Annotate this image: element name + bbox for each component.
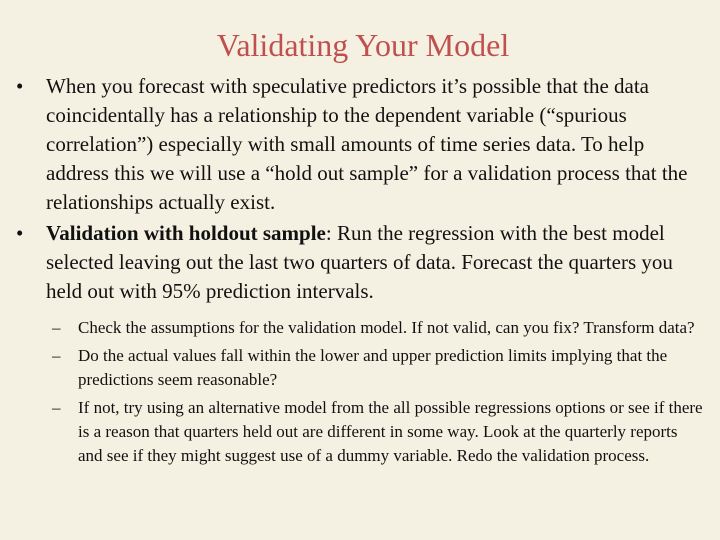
slide-title: Validating Your Model [216, 27, 510, 63]
subbullet-text: Check the assumptions for the validation model. If not valid, can you fix? Transform data? [78, 318, 695, 337]
bullet-bold-text: Validation with holdout sample [46, 221, 326, 245]
subbullet-item-check-assumptions [46, 316, 704, 340]
subbullet-item-prediction-limits [46, 344, 704, 392]
subbullet-marker: – [52, 346, 61, 365]
subbullet-marker: – [52, 318, 61, 337]
bullet-list [14, 72, 704, 472]
bullet-item-spurious-correlation [14, 72, 704, 217]
bullet-marker: • [16, 221, 24, 245]
bullet-text: When you forecast with speculative predictors it’s possible that the data coincidentally has a relationship to the dependent variable (“spurious correlation”) especially with small amounts of time series data. To help address this we will use a “hold out sample” for a validation process that the relationships actually exist. [46, 74, 688, 214]
subbullet-marker: – [52, 398, 61, 417]
subbullet-item-alternative-model [46, 396, 704, 468]
bullet-item-validation-holdout [14, 219, 704, 468]
bullet-text: : Run the regression with the best model selected leaving out the last two quarters of data. Forecast the quarters you held out with 95% prediction intervals. [46, 221, 673, 303]
subbullet-list [46, 316, 704, 468]
subbullet-text: If not, try using an alternative model from the all possible regressions options or see if there is a reason that quarters held out are different in some way. Look at the quarterly reports and see if they might suggest use of a dummy variable. Redo the validation process. [78, 398, 703, 465]
bullet-marker: • [16, 74, 24, 98]
subbullet-text: Do the actual values fall within the lower and upper prediction limits implying that the predictions seem reasonable? [78, 346, 668, 389]
